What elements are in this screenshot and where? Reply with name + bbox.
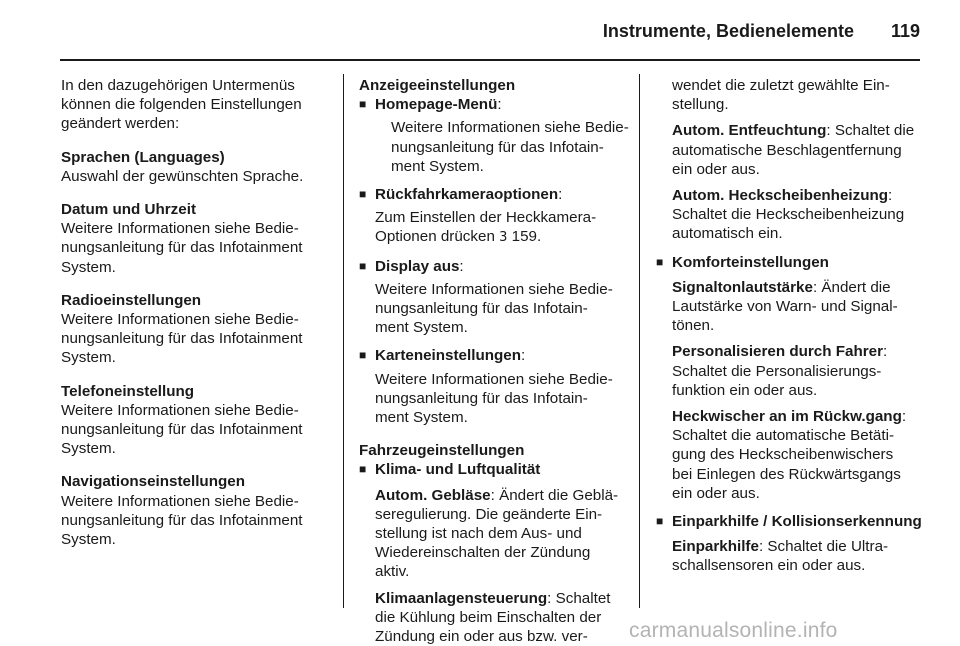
column-3: [656, 76, 926, 576]
list-item-homepage-menu: [359, 95, 629, 176]
section-heading: Sprachen (Languages): [61, 148, 225, 166]
section-heading: Datum und Uhrzeit: [61, 201, 196, 219]
text-line: System.: [61, 349, 116, 367]
text-line: System.: [61, 258, 116, 276]
text-line: seregulierung. Die geänderte Ein-: [375, 505, 603, 523]
text-line: stellung ist nach dem Aus- und: [375, 525, 582, 543]
list-item-rearcam-options: [359, 185, 629, 248]
intro-text: [61, 76, 329, 134]
text-line: wendet die zuletzt gewählte Ein-: [672, 77, 890, 94]
text-line: Schaltet die Personalisierungs-: [672, 362, 882, 380]
text-line: : Ändert die: [812, 278, 891, 296]
section-navigation: [61, 472, 329, 549]
item-label: Display aus: [375, 257, 460, 275]
list-item-comfort: [656, 253, 926, 503]
bullet-icon: ■: [359, 258, 367, 273]
text-line: Schaltet die automatische Betäti-: [672, 427, 895, 445]
text-line: tönen.: [672, 317, 715, 335]
text-line: ein oder aus.: [672, 484, 760, 502]
text-line: funktion ein oder aus.: [672, 381, 818, 399]
bullet-icon: ■: [359, 187, 367, 202]
text-line: :: [888, 187, 893, 205]
list-item-display-off: [359, 257, 629, 338]
text-line: ein oder aus.: [672, 160, 760, 178]
text-line: schallsensoren ein oder aus.: [672, 557, 866, 575]
text-line: Lautstärke von Warn- und Signal-: [672, 298, 898, 316]
text-line: : Schaltet die Ultra-: [758, 538, 889, 556]
section-heading: Navigationseinstellungen: [61, 473, 245, 491]
watermark: carmanualsonline.info: [629, 619, 838, 642]
section-radio: [61, 291, 329, 368]
column-divider: [639, 74, 640, 608]
item-label: Homepage-Menü: [375, 96, 498, 114]
list-item-parking-aid: [656, 512, 926, 576]
text-line: :: [901, 408, 907, 426]
page-reference[interactable]: 159.: [507, 228, 542, 246]
text-line: aktiv.: [375, 563, 410, 581]
list-item-map-settings: [359, 346, 629, 427]
text-line: :: [558, 186, 563, 204]
text-line: Weitere Informationen siehe Bedie-: [391, 119, 629, 137]
column-1: [61, 76, 329, 560]
text-line: : Ändert die Geblä-: [490, 486, 619, 504]
text-line: Weitere Informationen siehe Bedie-: [61, 311, 299, 329]
text-line: Wiedereinschalten der Zündung: [375, 544, 591, 562]
text-line: Auswahl der gewünschten Sprache.: [61, 167, 304, 185]
chapter-title: Instrumente, Bedienelemente: [602, 21, 854, 41]
text-line: :: [497, 96, 502, 114]
item-label: Einparkhilfe / Kollisionserkennung: [672, 513, 922, 531]
text-line: ment System.: [375, 409, 468, 427]
item-label: Klima- und Luftqualität: [375, 461, 541, 479]
bullet-icon: ■: [359, 462, 367, 477]
sub-item-label: Heckwischer an im Rückw.gang: [672, 408, 902, 426]
section-languages: [61, 148, 329, 186]
text-line: automatische Beschlagentfernung: [672, 141, 902, 159]
section-heading: Radioeinstellungen: [61, 291, 202, 309]
text-line: gung des Heckscheibenwischers: [672, 446, 894, 464]
text-line: stellung.: [672, 96, 729, 114]
list-item-climate: [359, 460, 629, 646]
text-line: nungsanleitung für das Infotainment: [61, 330, 303, 348]
item-label: Rückfahrkameraoptionen: [375, 186, 559, 204]
text-line: Weitere Informationen siehe Bedie-: [61, 220, 299, 238]
sub-item-label: Personalisieren durch Fahrer: [672, 343, 884, 361]
text-line: System.: [61, 440, 116, 458]
bullet-icon: ■: [359, 97, 367, 112]
text-line: In den dazugehörigen Untermenüs: [61, 77, 295, 94]
text-line: Zum Einstellen der Heckkamera-: [375, 209, 597, 227]
text-line: können die folgenden Einstellungen: [61, 96, 302, 114]
text-line: Weitere Informationen siehe Bedie-: [61, 401, 299, 419]
item-label: Komforteinstellungen: [672, 253, 829, 271]
text-line: : Schaltet: [547, 589, 611, 607]
text-line: automatisch ein.: [672, 225, 783, 243]
sub-item-label: Autom. Entfeuchtung: [672, 122, 827, 140]
sub-item-label: Einparkhilfe: [672, 538, 759, 556]
text-line: nungsanleitung für das Infotain-: [375, 389, 588, 407]
text-line: bei Einlegen des Rückwärtsgangs: [672, 465, 901, 483]
page-reference-icon[interactable]: 3: [499, 230, 508, 246]
section-heading: Fahrzeugeinstellungen: [359, 442, 525, 460]
text-line: die Kühlung beim Einschalten der: [375, 608, 602, 626]
text-line: : Schaltet die: [826, 122, 915, 140]
text-line: System.: [61, 531, 116, 549]
header-rule: [60, 59, 920, 61]
item-label: Karteneinstellungen: [375, 347, 521, 365]
section-date-time: [61, 200, 329, 277]
text-line: Weitere Informationen siehe Bedie-: [375, 370, 613, 388]
text-line: Weitere Informationen siehe Bedie-: [61, 492, 299, 510]
sub-item-label: Klimaanlagensteuerung: [375, 589, 548, 607]
text-line: Optionen drücken: [375, 228, 500, 246]
section-heading: Telefoneinstellung: [61, 382, 195, 400]
text-line: :: [521, 347, 526, 365]
text-line: nungsanleitung für das Infotainment: [61, 511, 303, 529]
page-header: [0, 0, 960, 60]
text-line: nungsanleitung für das Infotainment: [61, 421, 303, 439]
sub-item-label: Autom. Gebläse: [375, 486, 491, 504]
column-divider: [343, 74, 344, 608]
text-line: ment System.: [375, 319, 468, 337]
text-line: nungsanleitung für das Infotain-: [375, 300, 588, 318]
column-2: [359, 76, 629, 646]
text-line: nungsanleitung für das Infotainment: [61, 239, 303, 257]
text-line: Zündung ein oder aus bzw. ver-: [375, 628, 588, 646]
text-line: :: [459, 257, 464, 275]
bullet-icon: ■: [656, 254, 664, 269]
text-line: ment System.: [391, 157, 484, 175]
page-number: 119: [890, 21, 920, 41]
text-line: nungsanleitung für das Infotain-: [391, 138, 604, 156]
bullet-icon: ■: [359, 348, 367, 363]
text-line: Schaltet die Heckscheibenheizung: [672, 206, 905, 224]
text-line: Weitere Informationen siehe Bedie-: [375, 280, 613, 298]
text-line: geändert werden:: [61, 115, 180, 133]
section-phone: [61, 382, 329, 459]
text-line: :: [883, 343, 888, 361]
bullet-icon: ■: [656, 514, 664, 529]
sub-item-label: Autom. Heckscheibenheizung: [672, 187, 889, 205]
section-heading: Anzeigeeinstellungen: [359, 77, 516, 94]
sub-item-label: Signaltonlautstärke: [672, 278, 813, 296]
